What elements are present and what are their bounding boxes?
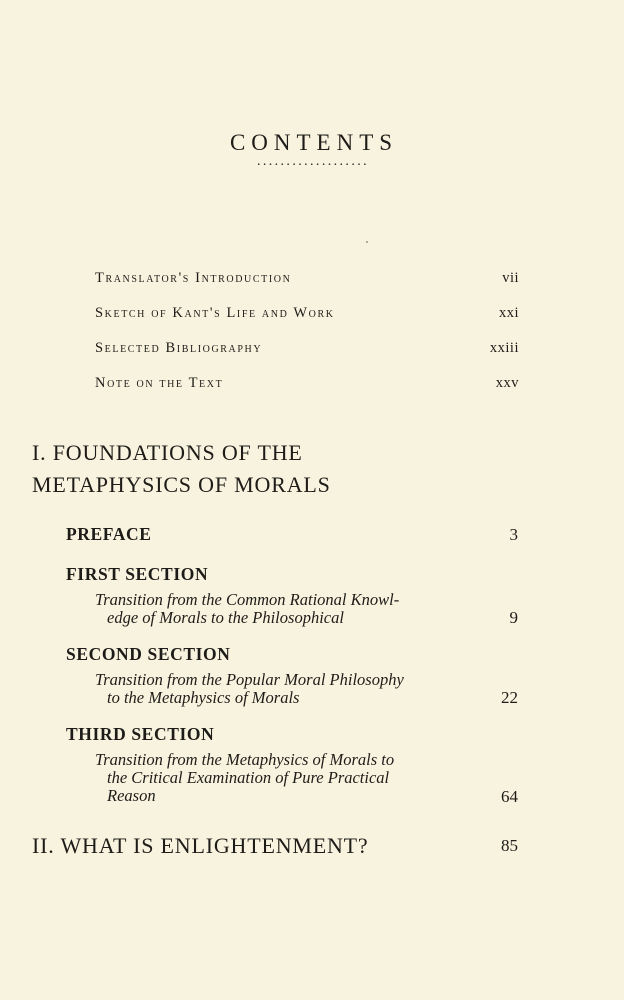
toc-section-second[interactable]: SECOND SECTION: [66, 644, 231, 664]
toc-entry-selected-bibliography[interactable]: [95, 340, 519, 362]
paper-speck: [366, 241, 368, 243]
part-two-heading[interactable]: II. WHAT IS ENLIGHTENMENT?: [32, 833, 369, 858]
toc-subtitle-line: the Critical Examination of Pure Practical: [107, 768, 390, 787]
toc-entry-note-on-the-text[interactable]: [95, 375, 519, 397]
toc-subtitle-line: Transition from the Popular Moral Philosophy: [95, 670, 404, 689]
toc-section-page: 3: [509, 525, 518, 544]
toc-section-third[interactable]: THIRD SECTION: [66, 724, 215, 744]
toc-entry-page: vii: [502, 270, 519, 286]
toc-entry-page: xxv: [495, 375, 519, 391]
toc-entry-label: Translator's Introduction: [95, 270, 292, 286]
toc-entry-page: xxiii: [489, 340, 519, 356]
toc-subtitle-line: to the Metaphysics of Morals: [107, 688, 300, 707]
title-ornament: ...................: [256, 154, 370, 169]
part-two-page: 85: [501, 836, 518, 855]
toc-entry-label: Selected Bibliography: [95, 340, 263, 356]
toc-entry-translators-introduction[interactable]: [95, 270, 519, 292]
toc-subtitle-line: Transition from the Common Rational Knowl-: [95, 590, 400, 609]
toc-section-page: 22: [501, 688, 518, 707]
toc-section-page: 9: [509, 608, 518, 627]
toc-section-first[interactable]: FIRST SECTION: [66, 564, 209, 584]
toc-entry-sketch-of-kants-life[interactable]: [95, 305, 519, 327]
toc-entry-label: Sketch of Kant's Life and Work: [95, 305, 335, 321]
part-one-heading-line1[interactable]: I. FOUNDATIONS OF THE: [32, 440, 303, 465]
toc-entry-label: Note on the Text: [95, 375, 224, 391]
toc-subtitle-line: Transition from the Metaphysics of Morals to: [95, 750, 395, 769]
toc-entry-page: xxi: [498, 305, 519, 321]
part-one-heading-line2[interactable]: METAPHYSICS OF MORALS: [32, 472, 331, 497]
toc-section-page: 64: [501, 787, 518, 806]
toc-subtitle-line: Reason: [107, 786, 156, 805]
toc-section-preface[interactable]: PREFACE: [66, 524, 152, 544]
toc-subtitle-line: edge of Morals to the Philosophical: [107, 608, 344, 627]
page-title: CONTENTS: [229, 130, 399, 155]
